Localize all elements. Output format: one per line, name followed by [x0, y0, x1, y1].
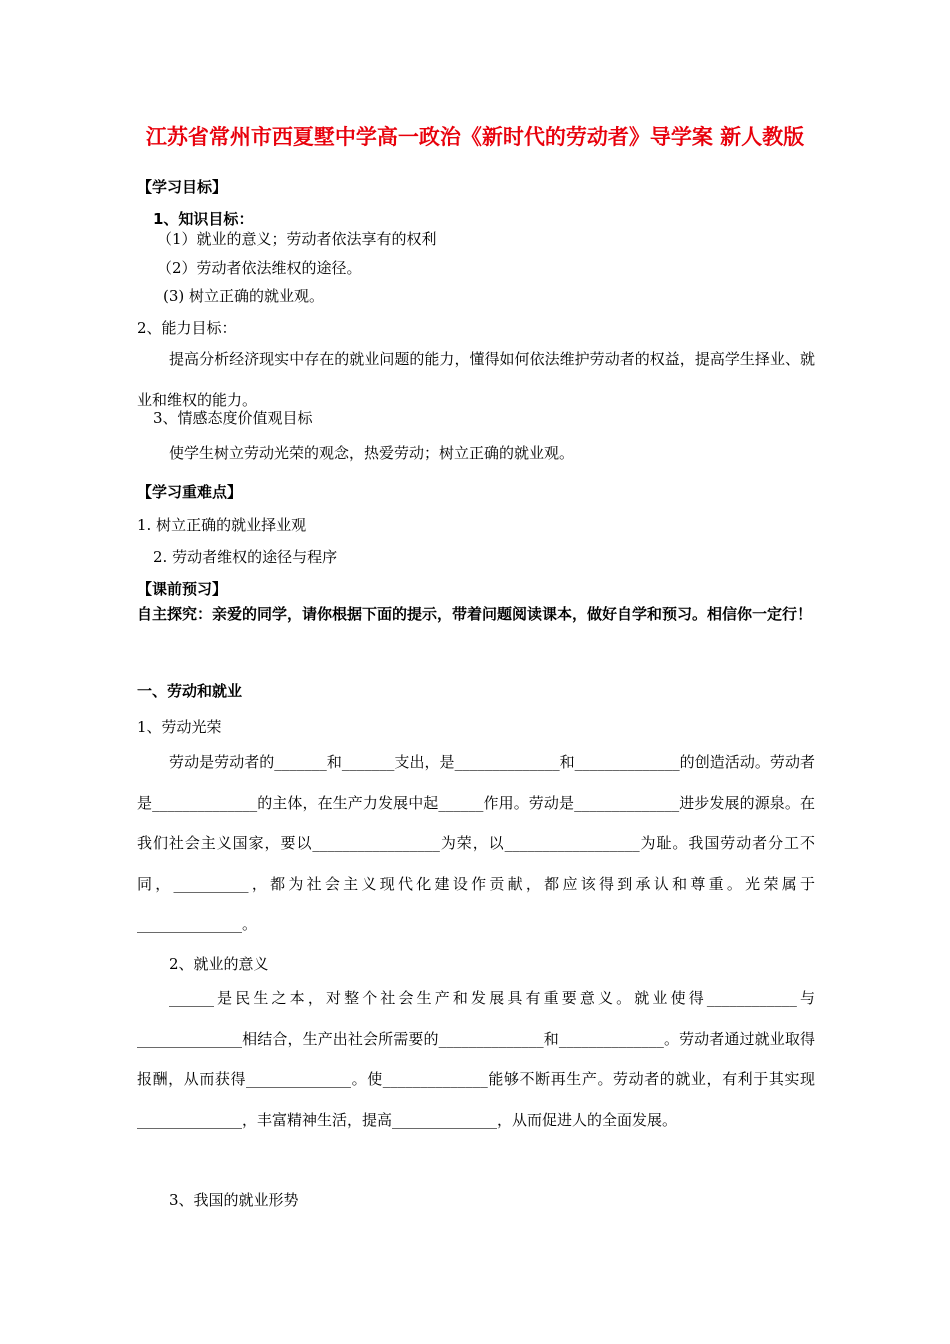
keypoint-2: 2. 劳动者维权的途径与程序: [153, 548, 338, 566]
ability-goal-title: 2、能力目标：: [137, 319, 237, 337]
fill-in-text-employment: ______是民生之本，对整个社会生产和发展具有重要意义。就业使得____________与______________相结合，生产出社会所需要的______________和______________。劳动者通过就业取得报酬，从而获得______________。使______________能够不断再生产。劳动者的就业，有利于其实现______________，丰富精神生活，提高______________，从而促进人的全面发展。: [137, 989, 815, 1129]
preview-intro: 自主探究：亲爱的同学，请你根据下面的提示，带着问题阅读课本，做好自学和预习。相信你一定行！: [137, 605, 813, 623]
subsection-employment-meaning: 2、就业的意义: [169, 955, 269, 973]
knowledge-goal-3: (3) 树立正确的就业观。: [163, 287, 325, 305]
section-header-preview: 【课前预习】: [137, 580, 228, 598]
subsection-employment-situation: 3、我国的就业形势: [169, 1191, 299, 1209]
knowledge-goal-title: 1、知识目标：: [153, 210, 254, 228]
knowledge-goal-2: （2）劳动者依法维权的途径。: [157, 259, 362, 277]
ability-goal-text: 提高分析经济现实中存在的就业问题的能力，懂得如何依法维护劳动者的权益，提高学生择业、就业和维权的能力。: [137, 350, 815, 409]
emotion-goal-title: 3、情感态度价值观目标: [153, 409, 313, 427]
part-title-labor-employment: 一、劳动和就业: [137, 682, 243, 700]
knowledge-goal-1: （1）就业的意义；劳动者依法享有的权利: [157, 230, 437, 248]
subsection-labor-glory: 1、劳动光荣: [137, 718, 222, 736]
fill-in-text-labor: 劳动是劳动者的_______和_______支出，是______________和______________的创造活动。劳动者是______________的主体，在生产力发展中起______作用。劳动是______________进步发展的源泉。在我们社会主义国家，要以_________________为荣，以__________________为耻。我国劳动者分工不同，__________，都为社会主义现代化建设作贡献，都应该得到承认和尊重。光荣属于______________。: [137, 753, 815, 933]
document-title: 江苏省常州市西夏墅中学高一政治《新时代的劳动者》导学案 新人教版: [145, 125, 805, 149]
section-header-keypoints: 【学习重难点】: [137, 483, 243, 501]
section-header-goals: 【学习目标】: [137, 178, 228, 196]
emotion-goal-text: 使学生树立劳动光荣的观念，热爱劳动；树立正确的就业观。: [169, 444, 575, 462]
keypoint-1: 1. 树立正确的就业择业观: [137, 516, 307, 534]
